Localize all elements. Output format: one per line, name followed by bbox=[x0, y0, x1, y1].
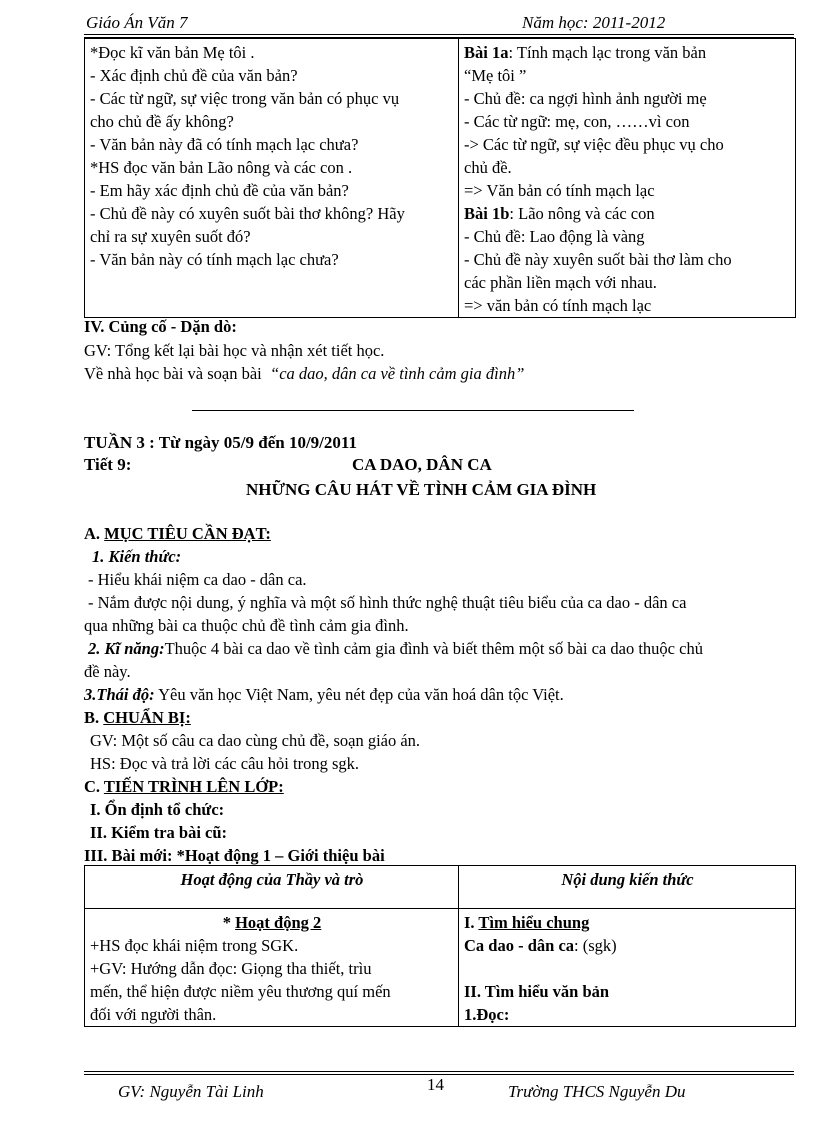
section-a-prefix: A. bbox=[84, 524, 101, 543]
right-line: chủ đề. bbox=[464, 158, 512, 177]
head-right-text: Nội dung kiến thức bbox=[561, 870, 694, 889]
tim-hieu-chung-prefix: I. bbox=[464, 913, 475, 932]
left-line: cho chủ đề ấy không? bbox=[90, 112, 234, 131]
right-line: “Mẹ tôi ” bbox=[464, 66, 527, 85]
bottom-table bbox=[84, 865, 796, 1027]
section-c-i: I. Ổn định tổ chức: bbox=[90, 800, 225, 819]
left-line: - Em hãy xác định chủ đề của văn bản? bbox=[90, 181, 349, 200]
ki-nang-line bbox=[88, 638, 703, 660]
section-c-prefix: C. bbox=[84, 777, 101, 796]
section-iv-title: IV. Củng cố - Dặn dò: bbox=[84, 317, 237, 336]
section-c-heading bbox=[84, 776, 284, 798]
footer-right: Trường THCS Nguyễn Du bbox=[508, 1082, 686, 1101]
right-line: - Các từ ngữ: mẹ, con, ……vì con bbox=[464, 112, 690, 131]
hoat-dong-2: Hoạt động 2 bbox=[235, 913, 322, 932]
ki-nang-text: Thuộc 4 bài ca dao về tình cảm gia đình và biết thêm một số bài ca dao thuộc chủ bbox=[164, 639, 703, 658]
kien-thuc-3: qua những bài ca thuộc chủ đề tình cảm gia đình. bbox=[84, 616, 409, 635]
ca-dao-line bbox=[464, 934, 791, 957]
thai-do-text: Yêu văn học Việt Nam, yêu nét đẹp của văn hoá dân tộc Việt. bbox=[154, 685, 564, 704]
right-line: -> Các từ ngữ, sự việc đều phục vụ cho bbox=[464, 135, 724, 154]
lesson-title-2: NHỮNG CÂU HÁT VỀ TÌNH CẢM GIA ĐÌNH bbox=[246, 480, 597, 499]
doc-label: 1.Đọc: bbox=[464, 1005, 510, 1024]
bai1b-text: : Lão nông và các con bbox=[509, 204, 655, 223]
right-line: các phần liền mạch với nhau. bbox=[464, 273, 657, 292]
left-line: *Đọc kĩ văn bản Mẹ tôi . bbox=[90, 43, 255, 62]
header-left: Giáo Án Văn 7 bbox=[86, 13, 188, 32]
hoat-dong-2-line bbox=[90, 911, 454, 934]
right-line: - Chủ đề: ca ngợi hình ảnh người mẹ bbox=[464, 89, 707, 108]
bottom-left-line: +HS đọc khái niệm trong SGK. bbox=[90, 936, 299, 955]
ki-nang-label: 2. Kĩ năng: bbox=[88, 639, 165, 658]
tim-hieu-chung-line bbox=[464, 911, 791, 934]
bai1b-label: Bài 1b bbox=[464, 204, 510, 223]
section-iv-line2-italic: “ca dao, dân ca về tình cảm gia đình” bbox=[270, 364, 525, 383]
bai1a-label: Bài 1a bbox=[464, 43, 509, 62]
left-line: *HS đọc văn bản Lão nông và các con . bbox=[90, 158, 353, 177]
bai1b-line bbox=[464, 202, 791, 225]
chuan-bi-hs: HS: Đọc và trả lời các câu hỏi trong sgk. bbox=[90, 754, 359, 773]
bottom-left-line: mến, thể hiện được niềm yêu thương quí mến bbox=[90, 982, 391, 1001]
section-a-heading bbox=[84, 523, 271, 545]
lesson-title-1: CA DAO, DÂN CA bbox=[352, 455, 492, 474]
tim-hieu-chung: Tìm hiểu chung bbox=[478, 913, 590, 932]
page-number: 14 bbox=[427, 1075, 444, 1094]
left-line: - Văn bản này đã có tính mạch lạc chưa? bbox=[90, 135, 359, 154]
header-rule bbox=[84, 34, 794, 35]
right-line: => Văn bản có tính mạch lạc bbox=[464, 181, 655, 200]
ki-nang-text-2: đề này. bbox=[84, 662, 131, 681]
thai-do-line bbox=[84, 684, 564, 706]
section-b-title: CHUẨN BỊ: bbox=[103, 708, 191, 727]
kien-thuc-1: - Hiểu khái niệm ca dao - dân ca. bbox=[88, 570, 307, 589]
bai1a-text: : Tính mạch lạc trong văn bản bbox=[508, 43, 707, 62]
week-tiet: Tiết 9: bbox=[84, 455, 132, 474]
section-c-iii: III. Bài mới: *Hoạt động 1 – Giới thiệu bài bbox=[84, 846, 385, 865]
ca-dao-label: Ca dao - dân ca bbox=[464, 936, 575, 955]
bottom-left-line: +GV: Hướng dẫn đọc: Giọng tha thiết, trìu bbox=[90, 959, 372, 978]
blank-line bbox=[464, 957, 791, 980]
left-line: chỉ ra sự xuyên suốt đó? bbox=[90, 227, 251, 246]
right-line: => văn bản có tính mạch lạc bbox=[464, 296, 652, 315]
hoat-dong-2-star: * bbox=[222, 913, 236, 932]
chuan-bi-gv: GV: Một số câu ca dao cùng chủ đề, soạn giáo án. bbox=[90, 731, 421, 750]
thai-do-label: 3.Thái độ: bbox=[84, 685, 155, 704]
section-iv-line2 bbox=[84, 363, 524, 385]
section-iv-line2-prefix: Về nhà học bài và soạn bài bbox=[84, 364, 262, 383]
right-line: - Chủ đề này xuyên suốt bài thơ làm cho bbox=[464, 250, 732, 269]
section-c-ii: II. Kiểm tra bài cũ: bbox=[90, 823, 228, 842]
left-line: - Xác định chủ đề của văn bản? bbox=[90, 66, 298, 85]
bottom-table-head-right bbox=[459, 866, 796, 909]
footer-left: GV: Nguyễn Tài Linh bbox=[118, 1082, 264, 1101]
section-a-title: MỤC TIÊU CẦN ĐẠT: bbox=[104, 524, 271, 543]
right-line: - Chủ đề: Lao động là vàng bbox=[464, 227, 645, 246]
top-table bbox=[84, 38, 796, 318]
week-tuan: TUẦN 3 : Từ ngày 05/9 đến 10/9/2011 bbox=[84, 433, 357, 452]
separator-rule bbox=[192, 410, 634, 411]
footer-rule bbox=[84, 1071, 794, 1072]
kien-thuc-2: - Nắm được nội dung, ý nghĩa và một số hình thức nghệ thuật tiêu biểu của ca dao - dân ca bbox=[88, 593, 687, 612]
ca-dao-sgk: : (sgk) bbox=[574, 936, 617, 955]
section-iv-line1: GV: Tổng kết lại bài học và nhận xét tiết học. bbox=[84, 341, 385, 360]
bottom-table-left-cell bbox=[85, 909, 459, 1027]
tim-hieu-van-ban: II. Tìm hiểu văn bản bbox=[464, 982, 610, 1001]
section-c-title: TIẾN TRÌNH LÊN LỚP: bbox=[103, 777, 284, 796]
top-table-right-cell bbox=[459, 39, 796, 318]
left-line: - Các từ ngữ, sự việc trong văn bản có phục vụ bbox=[90, 89, 400, 108]
left-line: - Văn bản này có tính mạch lạc chưa? bbox=[90, 250, 339, 269]
bai1a-line bbox=[464, 41, 791, 64]
section-b-heading bbox=[84, 707, 191, 729]
top-table-left-cell bbox=[85, 39, 459, 318]
bottom-left-line: đối với người thân. bbox=[90, 1005, 217, 1024]
kien-thuc-label: 1. Kiến thức: bbox=[92, 547, 182, 566]
bottom-table-head-left bbox=[85, 866, 459, 909]
bottom-table-right-cell bbox=[459, 909, 796, 1027]
section-b-prefix: B. bbox=[84, 708, 100, 727]
header-right: Năm học: 2011-2012 bbox=[522, 13, 666, 32]
left-line: - Chủ đề này có xuyên suốt bài thơ không? Hãy bbox=[90, 204, 405, 223]
head-left-text: Hoạt động của Thầy và trò bbox=[180, 870, 364, 889]
